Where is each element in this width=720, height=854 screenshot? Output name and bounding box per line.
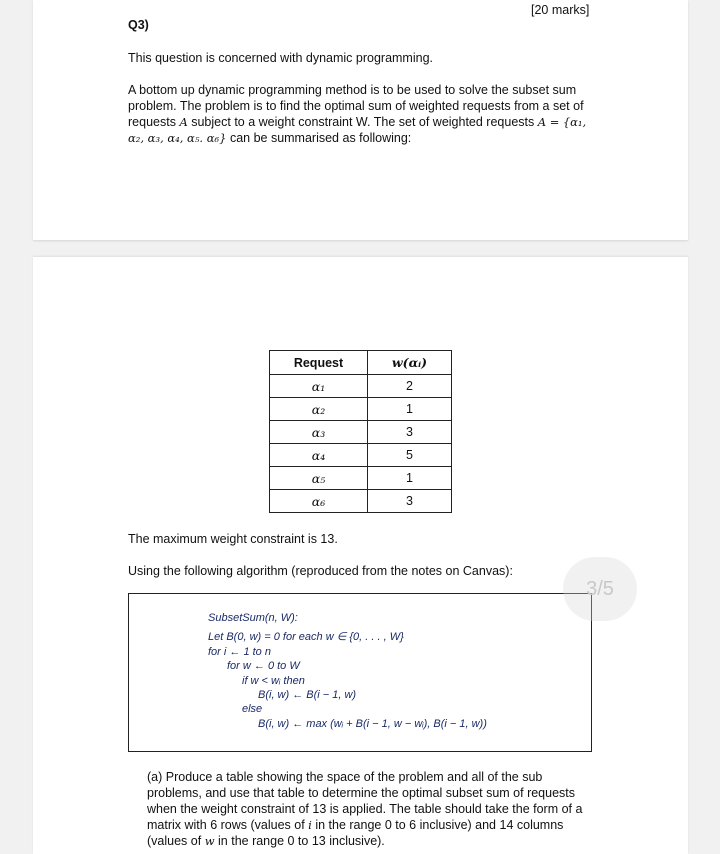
part-a-i: i: [308, 818, 312, 832]
part-a-suffix: in the range 0 to 13 inclusive).: [218, 834, 385, 848]
page-1: [33, 0, 688, 240]
algorithm-box: [128, 593, 592, 752]
question-label: Q3): [128, 18, 149, 32]
request-cell: α₅: [270, 467, 368, 490]
request-set: {α₁, α₂, α₃, α₄, α₅. α₆}: [128, 115, 587, 145]
algo-line-4: for w ← 0 to W: [227, 660, 300, 672]
requests-table: [269, 350, 452, 513]
weight-cell: 2: [368, 375, 452, 398]
problem-paragraph: [128, 82, 598, 146]
header-weight: w(αᵢ): [368, 351, 452, 375]
intro-text: This question is concerned with dynamic programming.: [128, 51, 433, 65]
weight-cell: 3: [368, 421, 452, 444]
algo-line-5: if w < wᵢ then: [242, 675, 305, 687]
request-cell: α₆: [270, 490, 368, 513]
weight-cell: 5: [368, 444, 452, 467]
algo-line-8: B(i, w) ← max (wᵢ + B(i − 1, w − wᵢ), B(i − 1, w)): [258, 718, 487, 730]
table-row: [270, 467, 452, 490]
page-2: [33, 257, 688, 854]
para-text: A bottom up dynamic programming method is to be used to solve the subset sum problem. The problem is to find the optimal sum of weighted requests from a set of requests: [128, 83, 584, 129]
part-a-text: [147, 769, 587, 849]
header-request: Request: [270, 351, 368, 375]
marks-label: [20 marks]: [531, 3, 590, 17]
request-cell: α₁: [270, 375, 368, 398]
table-row: [270, 490, 452, 513]
weight-cell: 1: [368, 467, 452, 490]
para-A-eq: A =: [537, 115, 560, 129]
request-cell: α₃: [270, 421, 368, 444]
table-row: [270, 375, 452, 398]
part-a-prefix: (a) Produce a table showing the space of the problem and all of the sub problems, and use that table to determine the optimal subset sum of requests when the weight constraint of 13 is applied. The table should take the form of a matrix with 6 rows (values of: [147, 770, 583, 832]
request-cell: α₂: [270, 398, 368, 421]
algo-line-6: B(i, w) ← B(i − 1, w): [258, 689, 357, 701]
request-cell: α₄: [270, 444, 368, 467]
table-header-row: [270, 351, 452, 375]
table-row: [270, 444, 452, 467]
part-a-w: w: [204, 834, 215, 848]
constraint-text: The maximum weight constraint is 13.: [128, 532, 338, 546]
weight-cell: 3: [368, 490, 452, 513]
algo-line-7: else: [242, 703, 263, 715]
para-mid: subject to a weight constraint W. The set of weighted requests: [191, 115, 535, 129]
algo-line-2: Let B(0, w) = 0 for each w ∈ {0, . . . , W}: [208, 631, 404, 643]
para-A: A: [179, 115, 188, 129]
algo-line-3: for i ← 1 to n: [208, 646, 271, 658]
para-end: can be summarised as following:: [229, 131, 412, 145]
weight-cell: 1: [368, 398, 452, 421]
algorithm-intro: Using the following algorithm (reproduced from the notes on Canvas):: [128, 564, 513, 578]
part-a-mid: in the range 0 to 6 inclusive) and 14 columns (values of: [147, 818, 564, 848]
page-number-badge: 3/5: [563, 557, 637, 621]
algo-line-1: SubsetSum(n, W):: [208, 612, 298, 624]
table-row: [270, 398, 452, 421]
table-row: [270, 421, 452, 444]
